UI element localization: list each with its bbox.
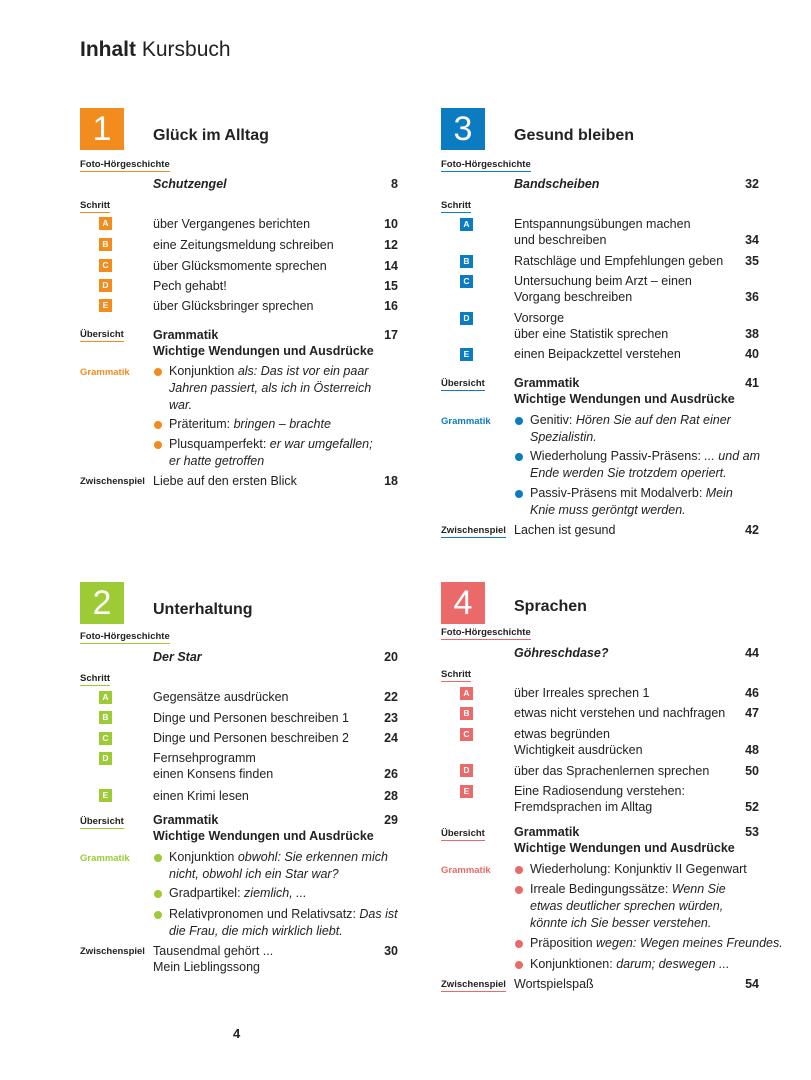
step-badge-c: C [99,259,112,272]
bullet-dot [515,886,523,894]
step-row-d[interactable] [153,750,398,782]
page-ref: 14 [384,259,398,273]
overview-line2: Wichtige Wendungen und Ausdrücke [514,392,735,406]
unit-title: Sprachen [514,598,587,615]
page-title [80,38,231,62]
step-text: Dinge und Personen beschreiben 1 [153,711,349,725]
grammar-sep: : [253,364,261,378]
grammar-item [153,906,409,940]
step-row-e[interactable] [153,788,398,804]
uebersicht-label: Übersicht [441,378,485,389]
page-ref: 53 [745,825,759,839]
grammar-topic: Plusquamperfekt [169,437,263,451]
interlude-line2: Mein Lieblingssong [153,960,261,974]
grammatik-label: Grammatik [80,853,130,864]
story-row[interactable] [514,645,759,661]
step-badge-c: C [460,275,473,288]
grammar-item [514,448,770,482]
step-text: über Glücksmomente sprechen [153,259,327,273]
grammar-topic: Genitiv [530,413,569,427]
interlude-line1: Wortspielspaß [514,977,594,991]
foto-hoergeschichte-label: Foto-Hörgeschichte [441,627,531,638]
unit-title: Gesund bleiben [514,127,635,144]
unit-number-badge: 3 [441,108,485,150]
story-title: Bandscheiben [514,177,600,191]
step-row-c[interactable] [153,258,398,274]
step-badge-d: D [460,764,473,777]
schritt-label: Schritt [441,200,472,211]
grammar-item [514,956,790,973]
schritt-label: Schritt [441,669,472,680]
grammar-sep: : [632,936,640,950]
grammar-sep: : [237,886,245,900]
step-badge-b: B [99,238,112,251]
grammar-item [153,849,399,883]
step-text: über Glücksbringer sprechen [153,299,314,313]
step-row-b[interactable] [153,237,398,253]
step-text: Eine Radiosendung verstehen: [514,784,685,798]
step-row-e[interactable] [153,298,398,314]
step-text: einen Beipackzettel verstehen [514,347,681,361]
grammar-example: ziemlich, ... [244,886,307,900]
grammar-example: bringen – brachte [233,417,331,431]
step-text: Ratschläge und Empfehlungen geben [514,254,724,268]
page-ref: 12 [384,238,398,252]
step-row-e[interactable] [514,346,759,362]
overview-line2: Wichtige Wendungen und Ausdrücke [514,841,735,855]
page-ref: 24 [384,731,398,745]
overview-line1: Grammatik [514,376,580,390]
grammar-topic: Passiv-Präsens mit Modalverb [530,486,699,500]
grammar-item [153,363,374,414]
interlude-line1: Tausendmal gehört ... [153,944,274,958]
overview-row[interactable] [514,824,759,856]
page-ref: 48 [745,743,759,757]
grammar-sep: : [698,486,706,500]
step-badge-a: A [99,217,112,230]
page-ref: 41 [745,376,759,390]
page-number: 4 [233,1026,241,1041]
grammar-example: Wegen meines Freundes. [639,936,783,950]
grammar-topic: Konjunktion [169,850,238,864]
zwischenspiel-label: Zwischenspiel [80,946,145,957]
unit-1 [80,108,398,548]
grammar-example: er war umgefallen; er hatte getroffen [169,437,373,468]
grammar-item [153,436,384,470]
bullet-dot [515,961,523,969]
grammar-sep: : [664,882,672,896]
step-row-a[interactable] [514,685,759,701]
unit-2 [80,582,398,1022]
grammar-topic: Wiederholung: Konjunktiv II Gegenwart [530,862,747,876]
page-ref: 35 [745,254,759,268]
step-text-2: und beschreiben [514,233,607,247]
step-badge-e: E [460,348,473,361]
step-row-b[interactable] [514,253,759,269]
bullet-dot [515,417,523,425]
grammar-term: obwohl [237,850,278,864]
page-ref: 22 [384,690,398,704]
overview-row[interactable] [514,375,759,407]
step-badge-d: D [460,312,473,325]
step-text: Dinge und Personen beschreiben 2 [153,731,349,745]
bullet-dot [515,453,523,461]
step-text-2: über eine Statistik sprechen [514,327,669,341]
page-ref: 30 [384,944,398,958]
zwischenspiel-label: Zwischenspiel [80,476,145,487]
grammar-item [514,935,805,952]
step-text-2: Fremdsprachen im Alltag [514,800,653,814]
grammar-sep: : [697,449,705,463]
foto-hoergeschichte-label: Foto-Hörgeschichte [441,159,531,170]
grammar-example: Mein Knie muss geröntgt werden. [530,486,733,517]
grammar-term: wegen [596,936,633,950]
page-ref: 47 [745,706,759,720]
page-ref: 28 [384,789,398,803]
step-text: Entspannungsübungen machen [514,217,691,231]
bullet-dot [154,441,162,449]
step-badge-e: E [460,785,473,798]
story-row[interactable] [153,649,398,665]
page-ref: 16 [384,299,398,313]
step-row-d[interactable] [514,763,759,779]
grammar-example: darum; deswegen ... [616,957,730,971]
step-text-2: einen Konsens finden [153,767,274,781]
step-row-b[interactable] [514,705,759,721]
step-text: über Irreales sprechen 1 [514,686,650,700]
step-badge-c: C [460,728,473,741]
unit-title: Glück im Alltag [153,127,269,144]
step-badge-d: D [99,279,112,292]
step-row-d[interactable] [514,310,759,342]
grammar-example: Sie erkennen mich nicht, obwohl ich ein Star war? [169,850,388,881]
page-ref: 50 [745,764,759,778]
step-badge-d: D [99,752,112,765]
grammar-sep: : [609,957,617,971]
bullet-dot [515,866,523,874]
interlude-row[interactable] [514,522,759,538]
step-text-2: Vorgang beschreiben [514,290,633,304]
step-text: etwas begründen [514,727,610,741]
page-ref: 42 [745,523,759,537]
page-ref: 38 [745,327,759,341]
step-badge-a: A [99,691,112,704]
grammar-item [514,881,760,932]
uebersicht-label: Übersicht [80,816,124,827]
page-ref: 40 [745,347,759,361]
grammatik-label: Grammatik [441,865,491,876]
step-text: Gegensätze ausdrücken [153,690,289,704]
story-row[interactable] [153,176,398,192]
bullet-dot [154,854,162,862]
story-title: Göhreschdase? [514,646,609,660]
grammar-item [514,861,790,878]
schritt-label: Schritt [80,200,111,211]
grammar-example: Hören Sie auf den Rat einer Spezialistin. [530,413,731,444]
step-text: eine Zeitungsmeldung schreiben [153,238,334,252]
grammar-example: Das ist die Frau, die mich wirklich liebt. [169,907,398,938]
page-ref: 15 [384,279,398,293]
page-ref: 34 [745,233,759,247]
step-row-c[interactable] [514,726,759,758]
step-text: einen Krimi lesen [153,789,249,803]
interlude-row[interactable] [514,976,759,992]
page-ref: 46 [745,686,759,700]
page-title-rest: Kursbuch [141,38,231,61]
page-ref: 18 [384,474,398,488]
step-badge-e: E [99,789,112,802]
step-row-c[interactable] [514,273,759,305]
bullet-dot [154,911,162,919]
unit-number-badge: 1 [80,108,124,150]
uebersicht-label: Übersicht [80,329,124,340]
interlude-row[interactable] [153,943,398,975]
grammar-example: Das ist vor ein paar Jahren passiert, als ich in Österreich war. [169,364,372,412]
step-text: Fernsehprogramm [153,751,256,765]
step-badge-b: B [460,255,473,268]
step-row-a[interactable] [153,689,398,705]
grammar-topic: Relativpronomen und Relativsatz [169,907,353,921]
grammar-example: ... und am Ende werden Sie trotzdem operiert. [530,449,760,480]
schritt-label: Schritt [80,673,111,684]
bullet-dot [154,421,162,429]
page-ref: 36 [745,290,759,304]
step-row-d[interactable] [153,278,398,294]
grammar-topic: Irreale Bedingungssätze [530,882,665,896]
step-badge-a: A [460,687,473,700]
step-row-a[interactable] [153,216,398,232]
interlude-line1: Lachen ist gesund [514,523,616,537]
foto-hoergeschichte-label: Foto-Hörgeschichte [80,159,170,170]
page-ref: 26 [384,767,398,781]
grammar-sep: : [277,850,285,864]
unit-3 [441,108,759,548]
page-ref: 52 [745,800,759,814]
page-ref: 29 [384,813,398,827]
step-text: Untersuchung beim Arzt – einen [514,274,692,288]
bullet-dot [515,940,523,948]
step-badge-a: A [460,218,473,231]
unit-4 [441,582,783,1002]
story-title: Der Star [153,650,202,664]
uebersicht-label: Übersicht [441,828,485,839]
grammar-item [514,485,760,519]
step-text: über das Sprachenlernen sprechen [514,764,710,778]
overview-line1: Grammatik [153,813,219,827]
grammar-topic: Präteritum [169,417,227,431]
interlude-line1: Liebe auf den ersten Blick [153,474,297,488]
page-ref: 17 [384,328,398,342]
page-ref: 54 [745,977,759,991]
grammar-sep: : [352,907,360,921]
overview-row[interactable] [153,327,398,359]
grammar-example: Wenn Sie etwas deutlicher sprechen würden, könnte ich Sie besser verstehen. [530,882,726,930]
overview-line2: Wichtige Wendungen und Ausdrücke [153,344,374,358]
bullet-dot [154,368,162,376]
step-row-e[interactable] [514,783,759,815]
page-ref: 20 [384,650,398,664]
step-badge-c: C [99,732,112,745]
step-row-a[interactable] [514,216,759,248]
grammar-topic: Konjunktion [169,364,238,378]
zwischenspiel-label: Zwischenspiel [441,979,506,990]
unit-title: Unterhaltung [153,601,253,618]
overview-row[interactable] [153,812,398,844]
page-ref: 23 [384,711,398,725]
grammar-item [514,412,760,446]
step-badge-e: E [99,299,112,312]
grammar-topic: Präposition [530,936,597,950]
bullet-dot [515,490,523,498]
page-ref: 10 [384,217,398,231]
step-row-b[interactable] [153,710,398,726]
overview-line1: Grammatik [514,825,580,839]
overview-line2: Wichtige Wendungen und Ausdrücke [153,829,374,843]
step-text-2: Wichtigkeit ausdrücken [514,743,643,757]
step-badge-b: B [460,707,473,720]
grammar-sep: : [568,413,576,427]
zwischenspiel-label: Zwischenspiel [441,525,506,536]
step-badge-b: B [99,711,112,724]
foto-hoergeschichte-label: Foto-Hörgeschichte [80,631,170,642]
step-row-c[interactable] [153,730,398,746]
unit-number-badge: 4 [441,582,485,624]
unit-number-badge: 2 [80,582,124,624]
page-ref: 44 [745,646,759,660]
step-text: Pech gehabt! [153,279,227,293]
grammar-topic: Wiederholung Passiv-Präsens [530,449,698,463]
grammar-term: als [237,364,254,378]
page-title-bold: Inhalt [80,38,136,61]
grammar-topic: Konjunktionen [530,957,610,971]
overview-line1: Grammatik [153,328,219,342]
grammar-topic: Gradpartikel [169,886,238,900]
story-row[interactable] [514,176,759,192]
grammar-item [153,885,399,902]
page-ref: 8 [391,177,398,191]
grammatik-label: Grammatik [441,416,491,427]
grammatik-label: Grammatik [80,367,130,378]
step-text: etwas nicht verstehen und nachfragen [514,706,726,720]
step-text: über Vergangenes berichten [153,217,311,231]
bullet-dot [154,890,162,898]
grammar-sep: : [226,417,234,431]
grammar-sep: : [262,437,270,451]
interlude-row[interactable] [153,473,398,489]
step-text: Vorsorge [514,311,565,325]
grammar-item [153,416,374,433]
page-ref: 32 [745,177,759,191]
story-title: Schutzengel [153,177,227,191]
